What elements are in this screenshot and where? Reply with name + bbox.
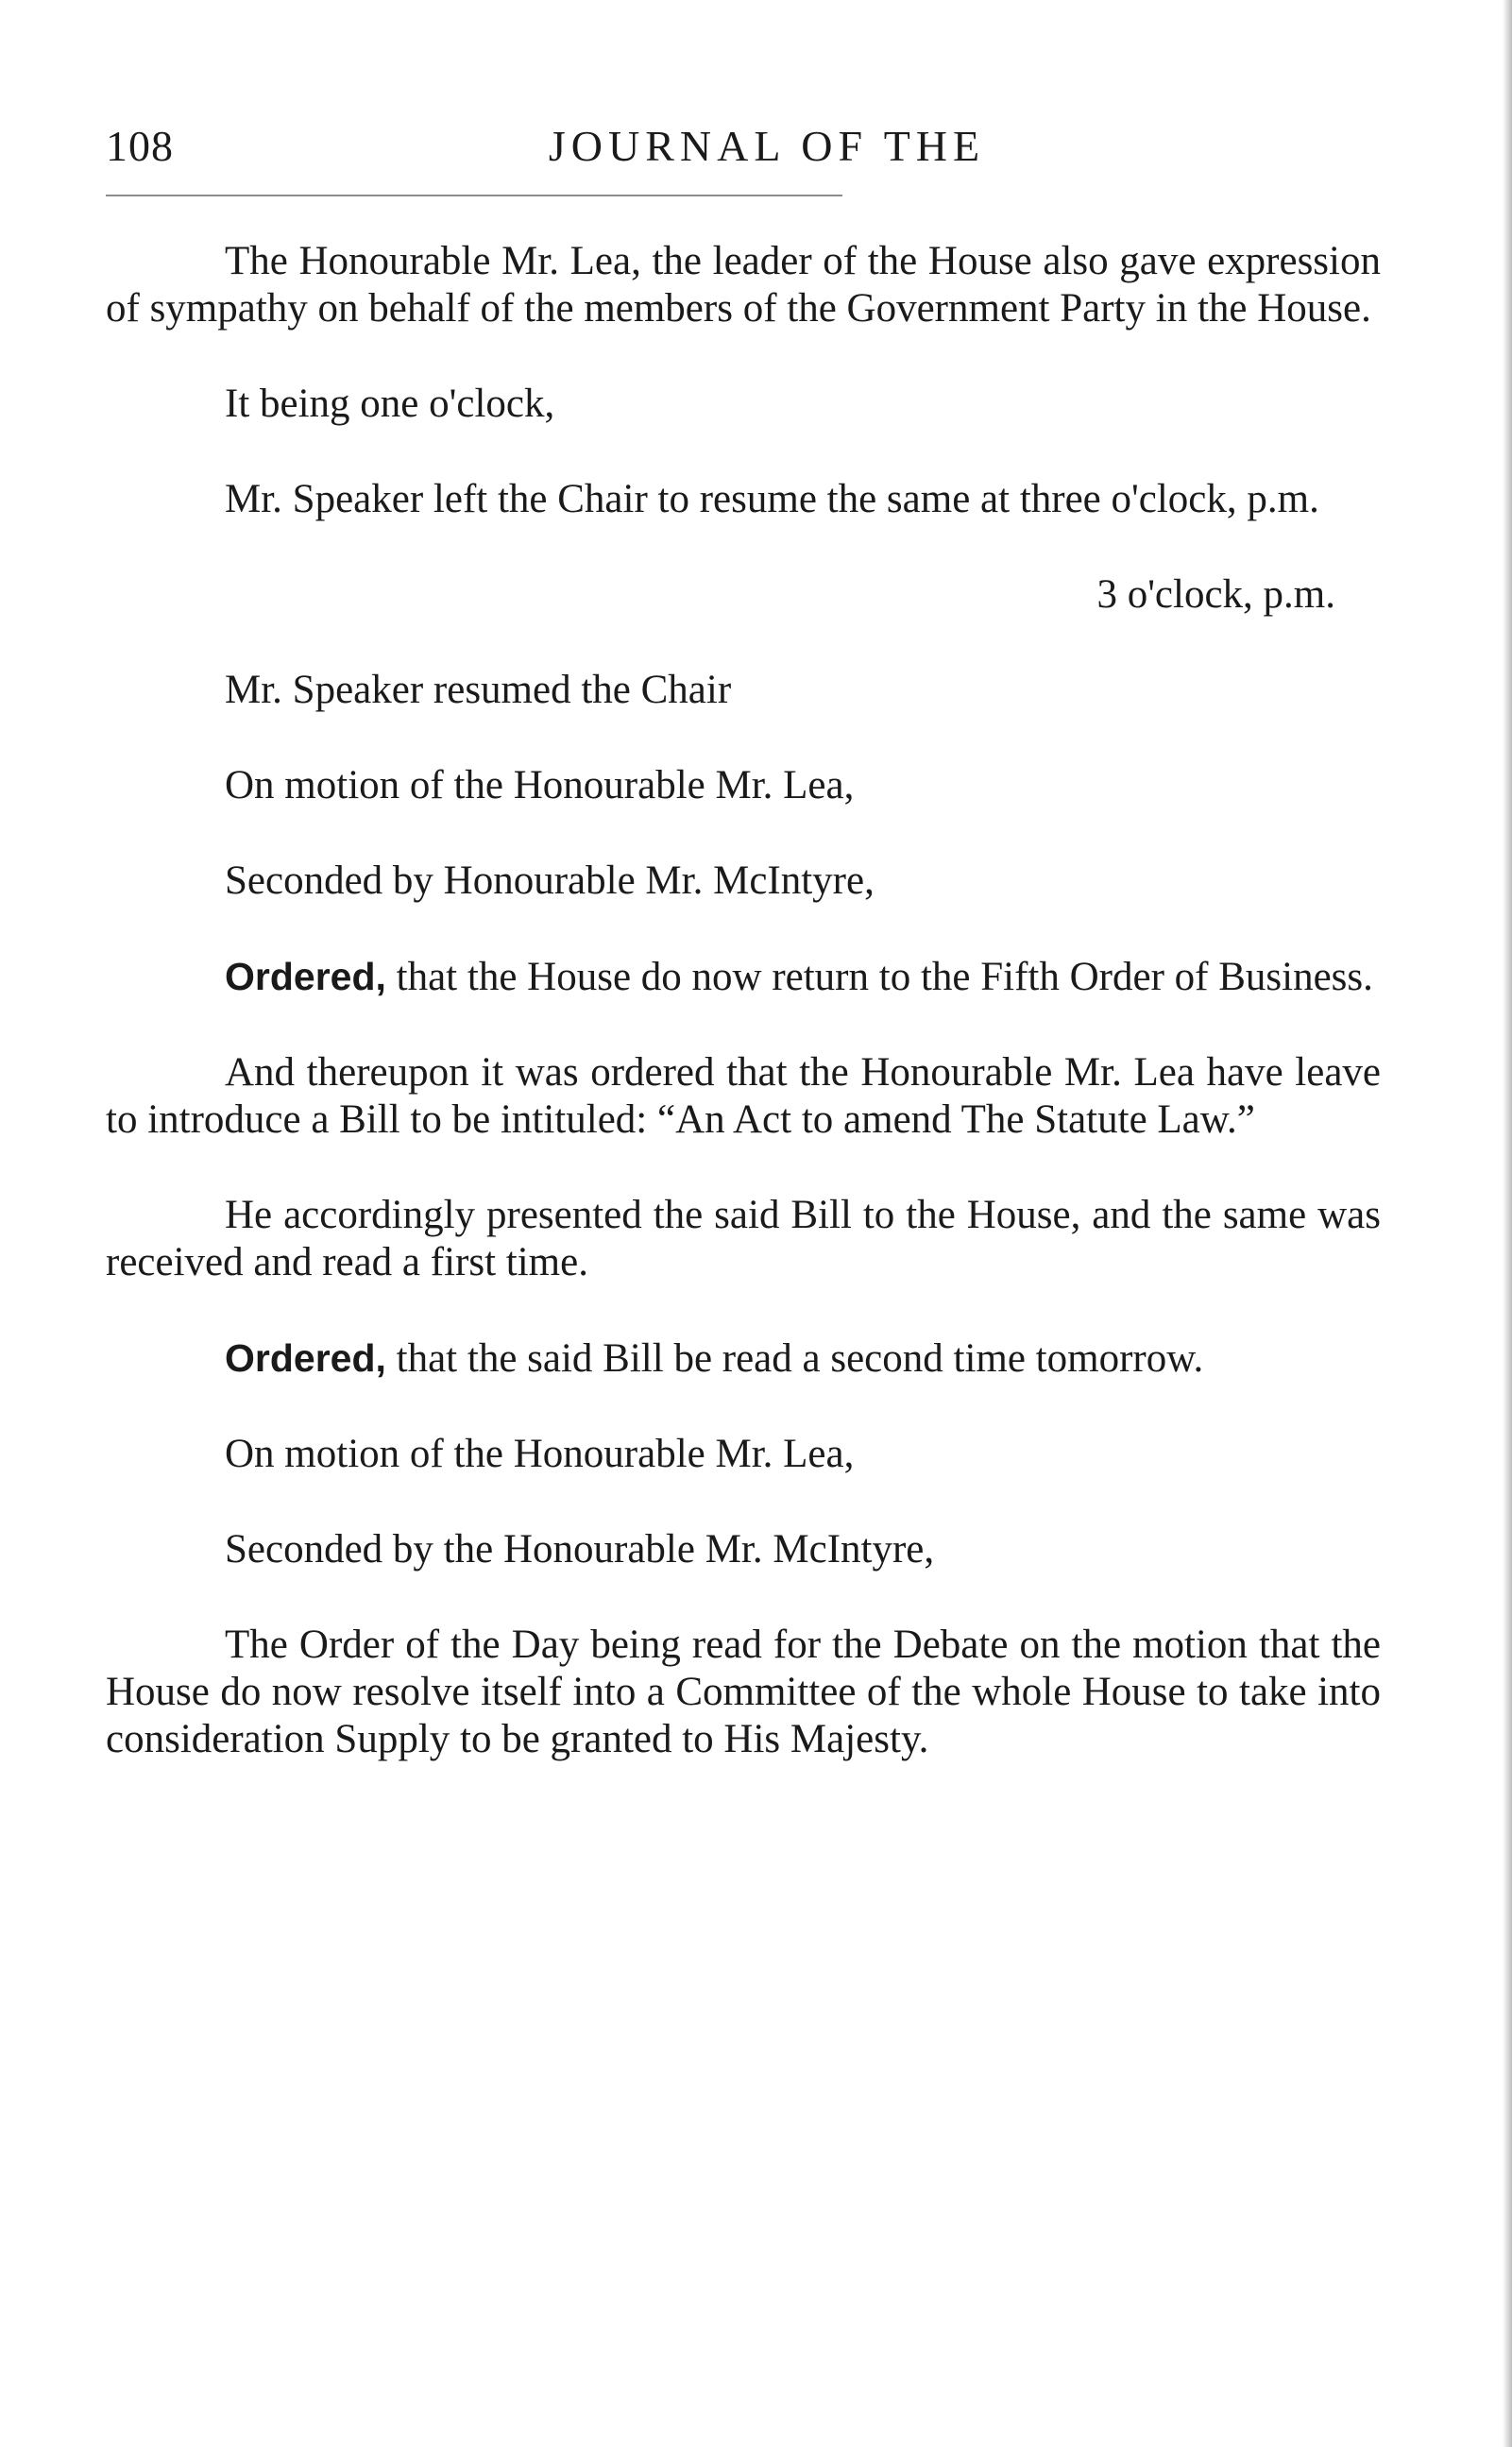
header-rule [106, 195, 842, 196]
paragraph-speaker-resumed [106, 667, 1381, 714]
paragraph-leave-to-introduce [106, 1049, 1381, 1144]
paragraph-one-oclock [106, 381, 1381, 428]
journal-body [106, 238, 1381, 1811]
paragraph-text: On motion of the Honourable Mr. Lea, [225, 1432, 855, 1476]
paragraph-ordered-fifth-order [106, 953, 1381, 1001]
paragraph-ordered-second-reading [106, 1334, 1381, 1383]
paragraph-text: On motion of the Honourable Mr. Lea, [225, 763, 855, 807]
paragraph-sympathy [106, 238, 1381, 332]
paragraph-text: And thereupon it was ordered that the Honourable Mr. Lea have leave to introduce a Bill to be intituled: “An Act to amend The Statute Law.” [106, 1050, 1381, 1142]
paragraph-text: He accordingly presented the said Bill to the House, and the same was received and read a first time. [106, 1193, 1381, 1284]
paragraph-motion-2 [106, 1431, 1381, 1478]
paragraph-speaker-left [106, 476, 1381, 523]
page-edge-shadow [1503, 0, 1512, 2447]
paragraph-bill-presented [106, 1192, 1381, 1286]
paragraph-text: that the said Bill be read a second time tomorrow. [385, 1336, 1204, 1381]
time-mark [106, 571, 1381, 619]
paragraph-text: Mr. Speaker resumed the Chair [225, 668, 732, 712]
paragraph-text: Mr. Speaker left the Chair to resume the same at three o'clock, p.m. [225, 477, 1319, 521]
ordered-lead: Ordered, [225, 955, 386, 998]
paragraph-order-of-day [106, 1622, 1381, 1763]
page-header [106, 121, 1381, 178]
paragraph-text: The Order of the Day being read for the Debate on the motion that the House do now resolve itself into a Committee of the whole House to take into consideration Supply to be granted to His Majesty. [106, 1623, 1381, 1761]
paragraph-text: Seconded by the Honourable Mr. McIntyre, [225, 1527, 935, 1572]
paragraph-motion [106, 762, 1381, 809]
paragraph-seconded [106, 858, 1381, 905]
ordered-lead: Ordered, [225, 1336, 386, 1380]
running-head: JOURNAL OF THE [548, 122, 986, 170]
paragraph-seconded-2 [106, 1526, 1381, 1573]
paragraph-text: that the House do now return to the Fifth Order of Business. [385, 955, 1373, 999]
paragraph-text: The Honourable Mr. Lea, the leader of the House also gave expression of sympathy on behalf of the members of the Government Party in the House. [106, 239, 1381, 331]
paragraph-text: It being one o'clock, [225, 382, 555, 426]
page-number: 108 [106, 122, 174, 170]
time-mark-text: 3 o'clock, p.m. [1096, 572, 1335, 617]
paragraph-text: Seconded by Honourable Mr. McIntyre, [225, 858, 875, 903]
